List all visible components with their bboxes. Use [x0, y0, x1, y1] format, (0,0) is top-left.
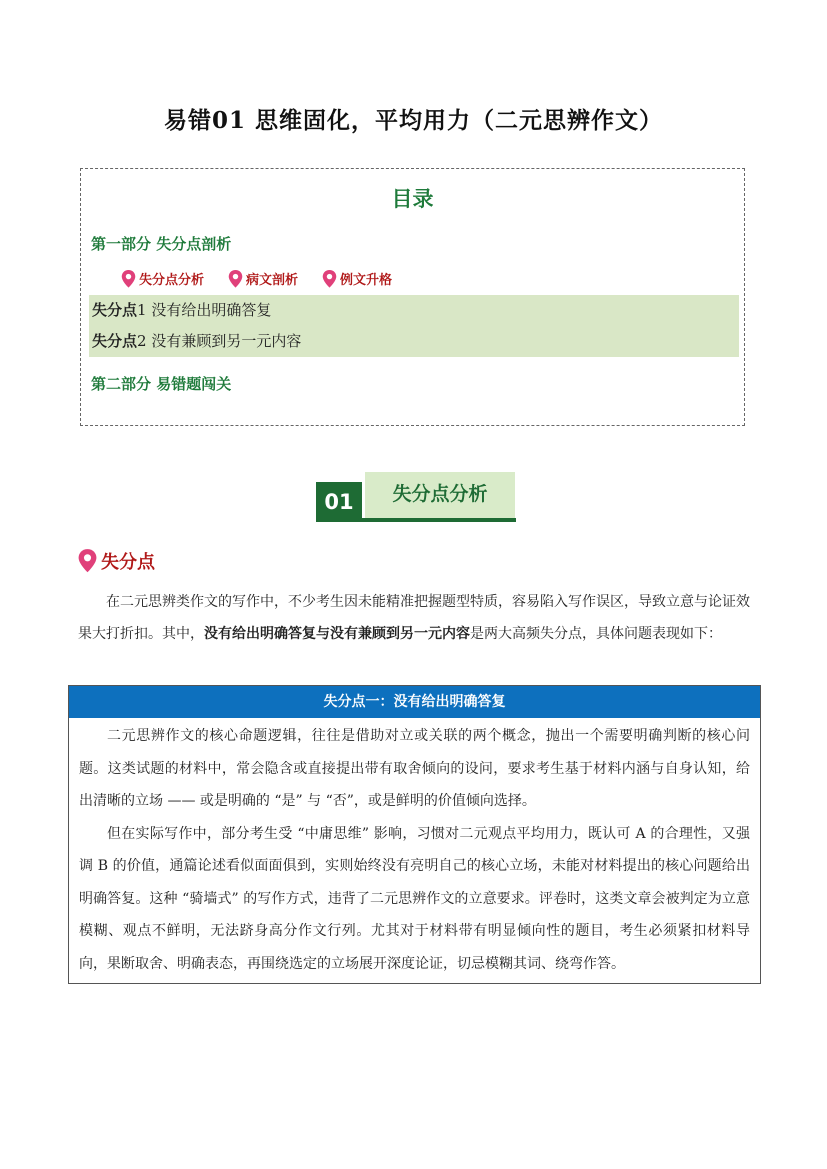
- banner-underline: [362, 518, 516, 522]
- intro-text-after: 是两大高频失分点，具体问题表现如下：: [470, 626, 722, 642]
- toc-row-text: 1 没有给出明确答复: [137, 301, 272, 319]
- content-box: [68, 685, 761, 984]
- toc-row-text: 2 没有兼顾到另一元内容: [137, 332, 302, 350]
- content-paragraph: 二元思辨作文的核心命题逻辑，往往是借助对立或关联的两个概念，抛出一个需要明确判断的核心问题。这类试题的材料中，常会隐含或直接提出带有取舍倾向的设问，要求考生基于材料内涵与自身认知，给出清晰的立场 —— 或是明确的 “是” 与 “否”，或是鲜明的价值倾向选择。: [79, 728, 750, 809]
- location-pin-icon: [78, 549, 97, 573]
- toc-heading: 目录: [391, 187, 434, 211]
- table-of-contents: [80, 168, 745, 426]
- section-number: 01: [316, 482, 362, 522]
- content-box-header: 失分点一：没有给出明确答复: [69, 686, 760, 718]
- toc-sub-label: 病文剖析: [246, 273, 299, 288]
- toc-part-two[interactable]: 第二部分 易错题闯关: [91, 375, 232, 393]
- section-banner: [316, 472, 516, 522]
- intro-text-before: 在二元思辨类作文的写作中，不少考生因未能精准把握题型特质，容易陷入写作误区，导致立意与论证效果大打折扣。其中，: [78, 594, 750, 642]
- toc-row-label: 失分点: [92, 332, 138, 350]
- intro-bold-text: 没有给出明确答复与没有兼顾到另一元内容: [204, 626, 470, 642]
- section-label: 失分点分析: [365, 472, 515, 518]
- location-pin-icon: [121, 270, 136, 288]
- toc-row[interactable]: [89, 326, 739, 357]
- location-pin-icon: [228, 270, 243, 288]
- toc-row-label: 失分点: [92, 301, 138, 319]
- intro-paragraph: [78, 586, 750, 650]
- toc-sub-flawed-essay[interactable]: [228, 269, 298, 288]
- toc-sub-label: 例文升格: [340, 273, 393, 288]
- toc-sub-label: 失分点分析: [139, 273, 205, 288]
- toc-sub-analysis[interactable]: [121, 269, 204, 288]
- sub-heading: [78, 548, 155, 574]
- sub-heading-text: 失分点: [101, 552, 155, 573]
- toc-sub-upgrade[interactable]: [322, 269, 392, 288]
- toc-row[interactable]: [89, 295, 739, 326]
- toc-sub-links: [121, 269, 392, 288]
- content-paragraph: 但在实际写作中，部分考生受 “中庸思维” 影响，习惯对二元观点平均用力，既认可 A 的合理性，又强调 B 的价值，通篇论述看似面面俱到，实则始终没有亮明自己的核心立场，未能对材料提出的核心问题给出明确答复。这种 “骑墙式” 的写作方式，违背了二元思辨作文的立意要求。评卷时，这类文章会被判定为立意模糊、观点不鲜明，无法跻身高分作文行列。尤其对于材料带有明显倾向性的题目，考生必须紧扣材料导向，果断取舍、明确表态，再围绕选定的立场展开深度论证，切忌模糊其词、绕弯作答。: [79, 825, 750, 972]
- location-pin-icon: [322, 270, 337, 288]
- toc-part-one[interactable]: 第一部分 失分点剖析: [91, 235, 232, 253]
- document-title: 易错01 思维固化，平均用力（二元思辨作文）: [163, 107, 663, 134]
